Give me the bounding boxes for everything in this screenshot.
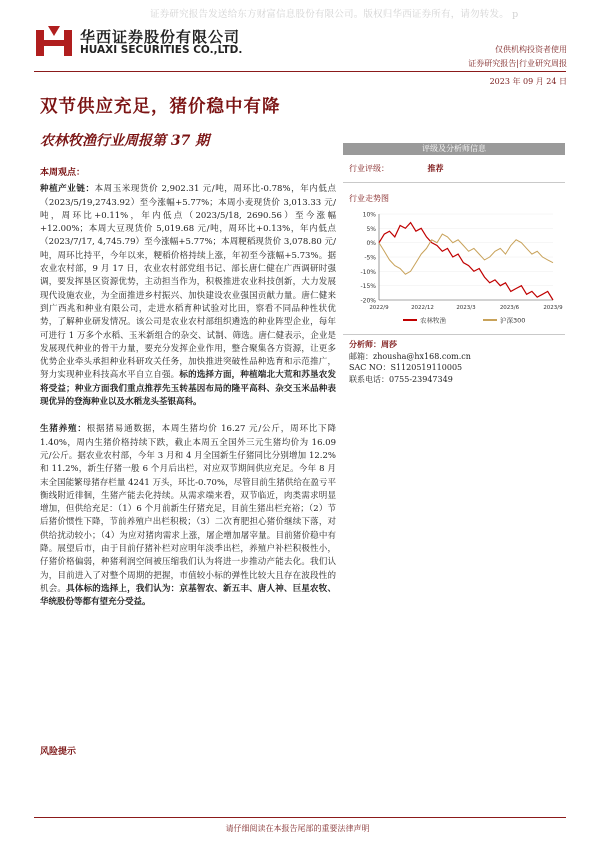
rating-value: 推荐: [427, 163, 444, 173]
x-tick-label: 2023/6: [499, 305, 520, 311]
y-tick-label: -15%: [360, 283, 376, 291]
hog-paragraph: [40, 423, 336, 609]
report-title: 双节供应充足，猪价稳中有降: [40, 97, 281, 117]
analyst-phone: 联系电话：0755-23947349: [349, 374, 453, 384]
planting-label: 种植产业链：: [40, 184, 95, 195]
hog-pick: 具体标的选择上，我们认为：京基智农、新五丰、唐人神、巨星农牧、华统股份等都有望充分受益。: [40, 583, 336, 608]
report-subtitle: 农林牧渔行业周报第 37 期: [40, 133, 210, 149]
industry-rating: [343, 163, 565, 174]
series-line-1: [379, 223, 553, 300]
report-type: 证券研究报告|行业研究周报: [468, 59, 567, 68]
hog-label: 生猪养殖：: [40, 424, 87, 435]
x-tick-label: 2022/9: [369, 305, 389, 311]
panel-divider-2: [343, 334, 565, 335]
series-line-2: [379, 234, 553, 274]
y-tick-label: 10%: [362, 211, 376, 219]
company-name-cn: 华西证券股份有限公司: [80, 28, 241, 46]
panel-heading: 评级及分析师信息: [343, 143, 565, 155]
header-divider: [34, 71, 566, 72]
y-tick-label: -10%: [360, 268, 376, 276]
y-tick-label: 5%: [366, 225, 376, 233]
hog-text: 根据猪易通数据，本周生猪均价 16.27 元/公斤，周环比下降 1.40%，周内生猪价格持续下跌，截止本周五全国外三元生猪均价为 16.09 元/公斤。据农业农村部，今年 3 月和 4 月全国新生仔猪同比分别增加 12.2%和 11.2%，新生仔猪一般 6 个月后出栏，对应双节期间供应充足。今年 8 月末全国能繁母猪存栏量 4241 万头，环比-0.70%，尽管目前生猪供给在盈亏平衡线附近徘徊，生猪产能去化持续。从需求端来看，双节临近，肉类需求明显增加，但供给充足：（1）6 个月前新生仔猪充足，目前生猪出栏充裕；（2）节后猪价惯性下降，节前养殖户出栏积极；（3）二次育肥担心猪价继续下落，对供给扰动较小；（4）为应对猪肉需求上涨，屠企增加屠宰量。目前猪价稳中有降。展望后市，由于目前仔猪补栏对应明年淡季出栏，养殖户补栏积极性小，仔猪价格偏弱，种猪利润空间被压缩我们认为将进一步推动产能去化。我们认为，目前进入了对整个周期的把握，市值较小标的弹性比较大且存在波段性的机会。: [40, 424, 336, 594]
viewpoint-heading: 本周观点：: [40, 168, 86, 178]
report-date: 2023 年 09 月 24 日: [489, 77, 567, 86]
planting-paragraph: [40, 183, 336, 409]
panel-divider: [343, 182, 565, 183]
analyst-name: 分析师：周莎: [349, 339, 397, 349]
y-tick-label: -5%: [364, 254, 376, 262]
planting-text: 本周玉米现货价 2,902.31 元/吨，周环比-0.78%，年内低点（2023/5/19,2743.92）至今涨幅+5.77%；本周小麦现货价 3,013.33 元/吨，周环比+0.11%，年内低点（2023/5/18, 2690.56）至今涨幅+12.00%；本周大豆现货价 5,019.68 元/吨，周环比+0.13%，年内低点（2023/7/17, 4,745.79）至今涨幅+5.77%；本周粳稻现货价 3,078.80 元/吨，周环比持平，今年以来，粳稻价格持续上涨，年初至今涨幅+5.73%。据农业农村部，9 月 17 日，农业农村部党组书记、部长唐仁健在广西调研时强调，要发挥垦区资源优势，主动担当作为，积极推进农业科技创新，大力发展现代设施农业，为全面推进乡村振兴、加快建设农业强国贡献力量。唐仁健来到广西兆和种业有限公司，走进水稻育种试验对比田，察看不同品种性状优势，了解种业研发情况。该公司是农业农村部组织遴选的种业阵型企业，每年可进行 1 万多个水稻、玉米新组合的杂交、试制、筛选。唐仁健表示，企业是发展现代种业的骨干力量，要充分发挥企业作用，整合聚集各方资源，让更多优势企业牵头承担种业科研攻关任务，加快推进突破性品种选育和示范推广，努力实现种业科技高水平自立自强。: [40, 184, 336, 381]
analyst-info: [343, 339, 565, 385]
legend-label: 沪深300: [500, 316, 526, 325]
footer-divider: [34, 817, 566, 818]
legend-label: 农林牧渔: [420, 316, 446, 325]
x-tick-label: 2023/9: [543, 305, 563, 311]
footer-note: 请仔细阅读在本报告尾部的重要法律声明: [225, 824, 370, 833]
company-name-en: HUAXI SECURITIES CO.,LTD.: [80, 44, 243, 56]
watermark: 证券研究报告发送给东方财富信息股份有限公司。版权归华西证券所有，请勿转发。 p: [150, 9, 519, 20]
analyst-email[interactable]: 邮箱：zhousha@hx168.com.cn: [349, 351, 471, 361]
planting-pick: 标的选择方面，种植端北大荒和苏垦农发将受益；种业方面我们重点推荐先玉转基因布局的隆平高科、杂交玉米品种表现优异的登海种业以及水稻龙头荃银高科。: [40, 370, 336, 408]
y-tick-label: 0%: [366, 240, 376, 248]
rating-label: 行业评级：: [349, 164, 389, 173]
x-tick-label: 2022/12: [411, 305, 434, 311]
x-tick-label: 2023/3: [456, 305, 476, 311]
analyst-sac: SAC NO：S1120519110005: [349, 363, 463, 372]
viewpoint-section: [40, 167, 336, 610]
trend-chart-title: 行业走势图: [349, 194, 389, 203]
trend-chart: [343, 208, 565, 328]
y-tick-label: -20%: [360, 297, 376, 305]
risk-heading: 风险提示: [40, 747, 77, 757]
audience-note: 仅供机构投资者使用: [495, 45, 567, 54]
rating-panel: [343, 143, 565, 385]
company-logo-icon: [34, 24, 74, 58]
